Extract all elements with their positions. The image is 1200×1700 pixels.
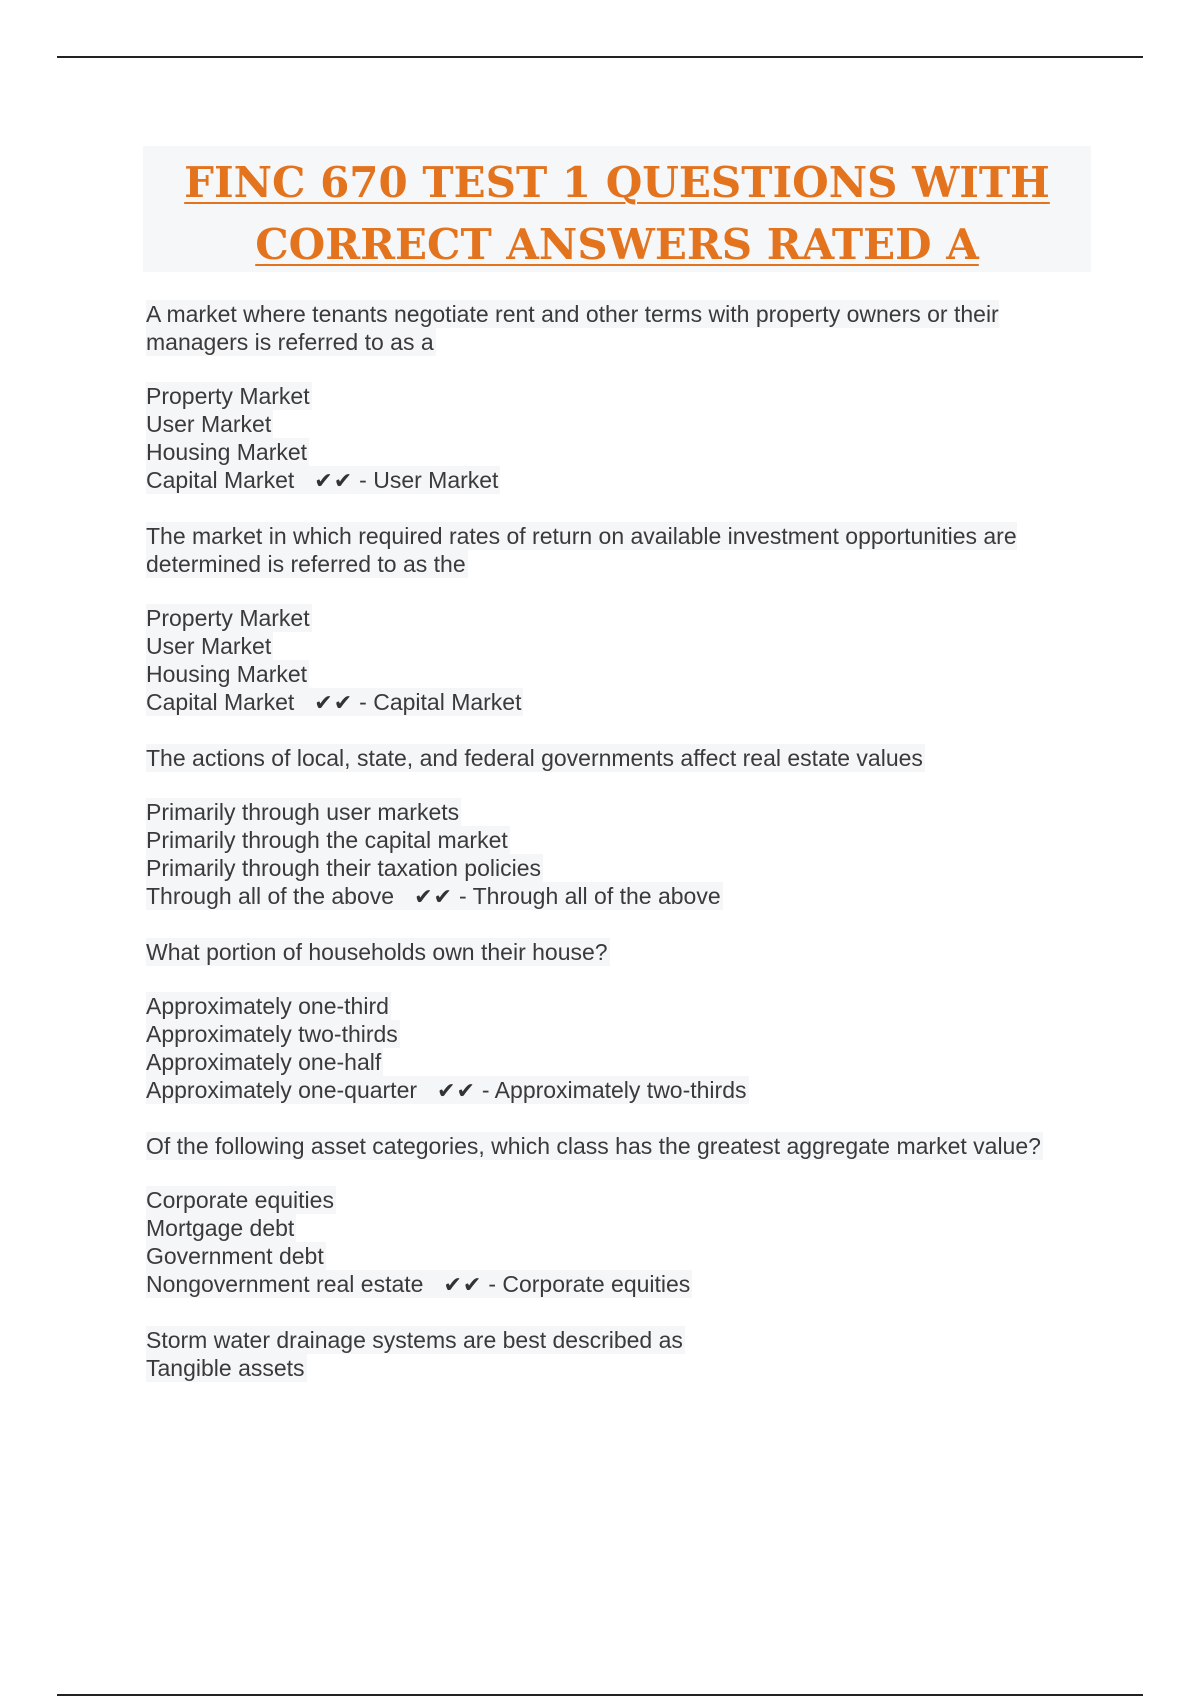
- top-rule: [57, 56, 1143, 58]
- answer-text: - Capital Market: [359, 689, 522, 715]
- answer-text: - Corporate equities: [488, 1271, 691, 1297]
- question-text: The actions of local, state, and federal governments affect real estate values: [146, 745, 923, 771]
- option: Approximately two-thirds: [146, 1021, 398, 1047]
- option: Property Market: [146, 605, 310, 631]
- option: Mortgage debt: [146, 1215, 295, 1241]
- option-with-answer: Through all of the above ✔✔ - Through all of the above: [146, 883, 721, 910]
- check-icon: ✔✔: [314, 691, 354, 716]
- qa-item-3: [146, 744, 1096, 912]
- option: Primarily through the capital market: [146, 827, 508, 853]
- option: Approximately one-third: [146, 993, 389, 1019]
- option-with-answer: Capital Market ✔✔ - User Market: [146, 467, 499, 494]
- answer-text: - User Market: [359, 467, 499, 493]
- option: Tangible assets: [146, 1355, 305, 1381]
- option: Primarily through user markets: [146, 799, 460, 825]
- check-icon: ✔✔: [443, 1273, 483, 1298]
- qa-item-1: [146, 300, 1096, 496]
- option: Corporate equities: [146, 1187, 334, 1213]
- page-title-line-1: FINC 670 TEST 1 QUESTIONS WITH: [184, 158, 1050, 207]
- option: Primarily through their taxation policies: [146, 855, 542, 881]
- option-with-answer: Nongovernment real estate ✔✔ - Corporate equities: [146, 1271, 691, 1298]
- bottom-rule: [57, 1694, 1143, 1696]
- answer-text: - Approximately two-thirds: [481, 1077, 747, 1103]
- option: User Market: [146, 411, 272, 437]
- qa-item-5: [146, 1132, 1096, 1300]
- option: Property Market: [146, 383, 310, 409]
- qa-list: [146, 300, 1096, 1408]
- qa-item-2: [146, 522, 1096, 718]
- check-icon: ✔✔: [437, 1079, 476, 1104]
- check-icon: ✔✔: [314, 469, 354, 494]
- option: Housing Market: [146, 661, 308, 687]
- option: User Market: [146, 633, 272, 659]
- question-text: Storm water drainage systems are best described as: [146, 1327, 683, 1353]
- option-with-answer: Capital Market ✔✔ - Capital Market: [146, 689, 522, 716]
- qa-item-6: [146, 1326, 1096, 1382]
- question-text: What portion of households own their house?: [146, 939, 608, 965]
- page-title-line-2: CORRECT ANSWERS RATED A: [255, 220, 979, 269]
- option: Approximately one-half: [146, 1049, 382, 1075]
- question-text: A market where tenants negotiate rent and other terms with property owners or their managers is referred to as a: [146, 301, 999, 355]
- option: Government debt: [146, 1243, 324, 1269]
- answer-text: - Through all of the above: [458, 883, 721, 909]
- check-icon: ✔✔: [414, 885, 453, 910]
- title-banner: [143, 146, 1091, 272]
- option: Housing Market: [146, 439, 308, 465]
- option-with-answer: Approximately one-quarter ✔✔ - Approximately two-thirds: [146, 1077, 747, 1104]
- qa-item-4: [146, 938, 1096, 1106]
- question-text: The market in which required rates of return on available investment opportunities are determined is referred to as the: [146, 523, 1017, 577]
- question-text: Of the following asset categories, which class has the greatest aggregate market value?: [146, 1133, 1041, 1159]
